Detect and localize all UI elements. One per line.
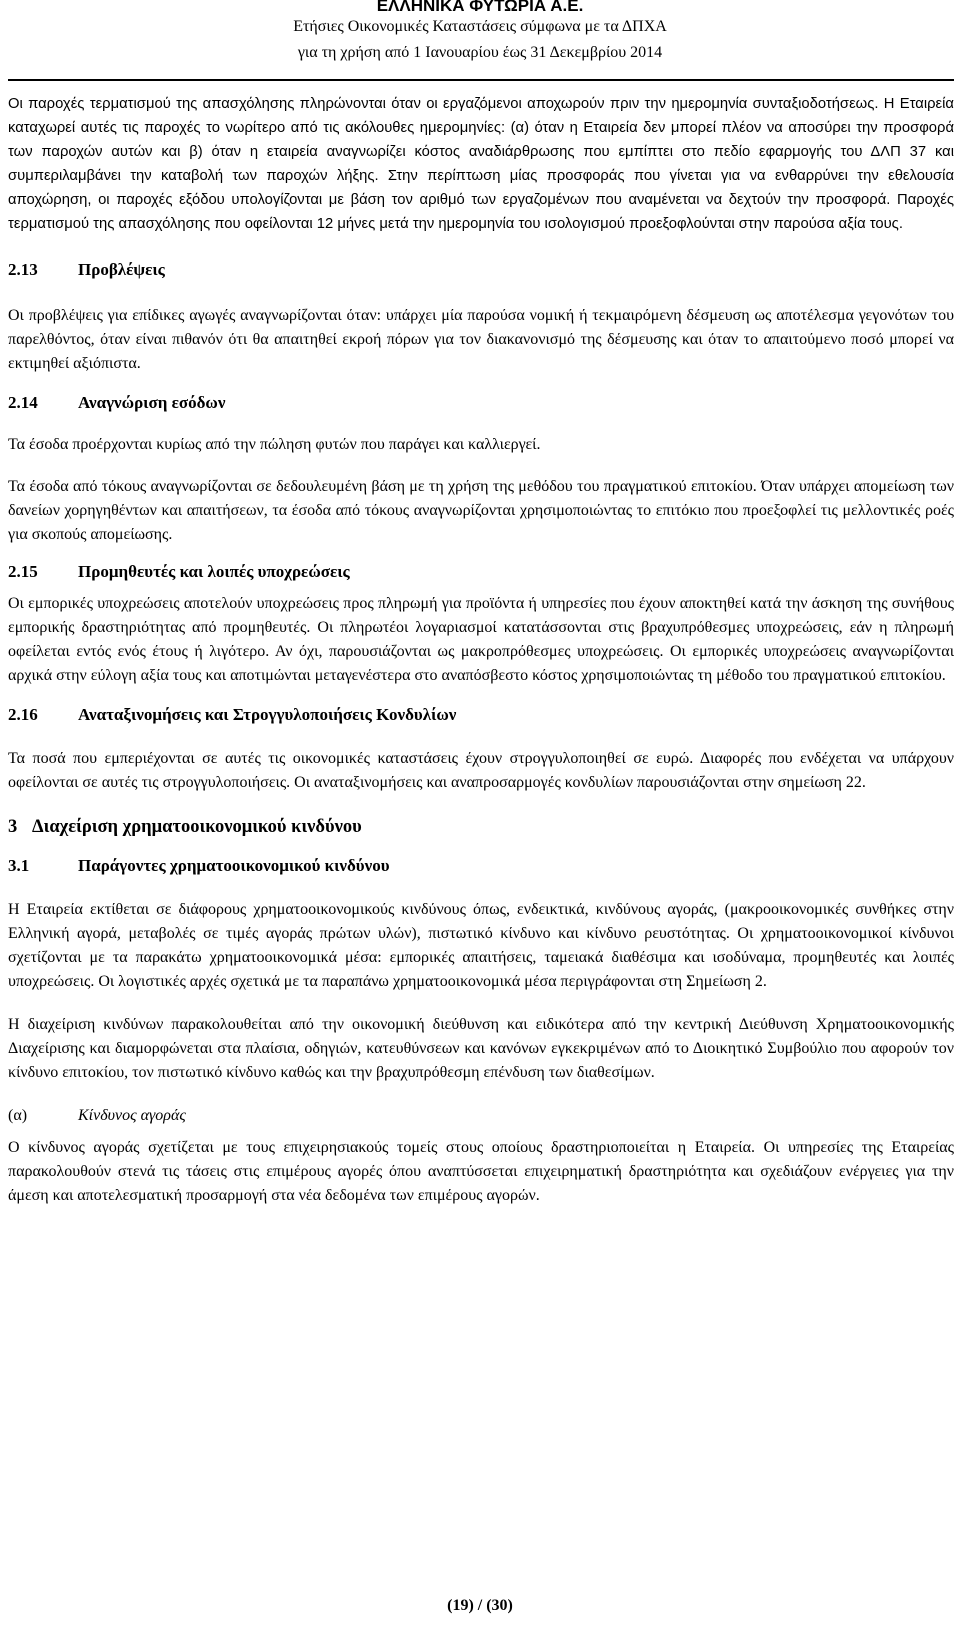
page-number: (19) / (30) [447,1597,513,1614]
section-heading-2-14 [8,391,954,415]
section-number: 2.14 [8,393,38,412]
paragraph-provisions: Οι προβλέψεις για επίδικες αγωγές αναγνωρίζονται όταν: υπάρχει μία παρούσα νομική ή τεκμαιρόμενη δέσμευση ως αποτέλεσμα γεγονότων του παρελθόντος, όταν είναι πιθανόν ότι θα απαιτηθεί εκροή πόρων για τον διακανονισμό της δέσμευσης και όταν το απαιτούμενο ποσό μπορεί να εκτιμηθεί αξιόπιστα. [8,307,954,372]
section-heading-3 [8,814,954,840]
section-number: 2.15 [8,562,38,581]
section-title: Διαχείριση χρηματοοικονομικού κινδύνου [32,817,362,837]
section-title: Αναταξινομήσεις και Στρογγυλοποιήσεις Κονδυλίων [78,705,457,724]
paragraph-interest-income: Τα έσοδα από τόκους αναγνωρίζονται σε δεδουλευμένη βάση με τη χρήση της μεθόδου του πραγματικού επιτοκίου. Όταν υπάρχει απομείωση των δανείων χορηγηθέντων και απαιτήσεων, τα έσοδα από τόκους αναγνωρίζονται χρησιμοποιώντας το επιτόκιο που προεξοφλεί τις μελλοντικές ροές για σκοπούς απομείωσης. [8,478,954,543]
section-title: Προμηθευτές και λοιπές υποχρεώσεις [78,562,350,581]
paragraph-rounding: Τα ποσά που εμπεριέχονται σε αυτές τις οικονομικές καταστάσεις έχουν στρογγυλοποιηθεί σε ευρώ. Διαφορές που ενδέχεται να υπάρχουν οφείλονται σε αυτές τις στρογγυλοποιήσεις. Οι αναταξινομήσεις και αναπροσαρμογές κονδυλίων παρουσιάζονται στην σημείωση 22. [8,750,954,791]
section-heading-3-1 [8,854,954,878]
subsection-title: Κίνδυνος αγοράς [78,1107,186,1124]
subsection-heading-market-risk [8,1104,954,1128]
section-heading-2-15 [8,560,954,584]
company-name: ΕΛΛΗΝΙΚΑ ΦΥΤΩΡΙΑ Α.Ε. [376,0,584,15]
header-divider [8,79,954,81]
subsection-number: (α) [8,1107,28,1124]
paragraph-revenue-sources: Τα έσοδα προέρχονται κυρίως από την πώληση φυτών που παράγει και καλλιεργεί. [8,436,541,453]
header-period: για τη χρήση από 1 Ιανουαρίου έως 31 Δεκεμβρίου 2014 [297,44,663,61]
paragraph-market-risk: Ο κίνδυνος αγοράς σχετίζεται με τους επιχειρησιακούς τομείς στους οποίους δραστηριοποιείται η Εταιρεία. Οι υπηρεσίες της Εταιρείας παρακολουθούν στενά τις τάσεις στις επιμέρους αγορές όπου αναπτύσσεται επιχειρηματική δραστηριότητα και σχεδιάζουν ενέργειες για την άμεση και αποτελεσματική προσαρμογή στα νέα δεδομένα των επιμέρους αγορών. [8,1139,954,1204]
section-title: Προβλέψεις [78,260,165,279]
section-title: Παράγοντες χρηματοοικονομικού κινδύνου [78,856,390,875]
section-number: 3 [8,817,18,837]
section-number: 3.1 [8,856,30,875]
section-title: Αναγνώριση εσόδων [78,393,226,412]
document-body [8,92,954,1208]
section-heading-2-13 [8,258,954,282]
paragraph-financial-risks: Η Εταιρεία εκτίθεται σε διάφορους χρηματοοικονομικούς κινδύνους όπως, ενδεικτικά, κινδύνους αγοράς, (μακροοικονομικές συνθήκες στην Ελληνική αγορά, μεταβολές σε τιμές αγοράς πρώτων υλών), πιστωτικό κίνδυνο και κίνδυνο ρευστότητας. Οι χρηματοοικονομικοί κίνδυνοι σχετίζονται με τα παρακάτω χρηματοοικονομικά μέσα: εμπορικές απαιτήσεις, ταμειακά διαθέσιμα και ισοδύναμα, προμηθευτές και λοιπές υποχρεώσεις. Οι λογιστικές αρχές σχετικά με τα παραπάνω χρηματοοικονομικά μέσα περιγράφονται στη Σημείωση 2. [8,901,954,990]
header-subtitle: Ετήσιες Οικονομικές Καταστάσεις σύμφωνα με τα ΔΠΧΑ [293,18,667,35]
paragraph-risk-management: Η διαχείριση κινδύνων παρακολουθείται από την οικονομική διεύθυνση και ειδικότερα από την κεντρική Διεύθυνση Χρηματοοικονομικής Διαχείρισης και διαμορφώνεται στα πλαίσια, οδηγιών, κατευθύνσεων και κανόνων εγκεκριμένων από το Διοικητικό Συμβούλιο που αφορούν τον κίνδυνο επιτοκίου, τον πιστωτικό κίνδυνο καθώς και την βραχυπρόθεσμη επένδυση των διαθεσίμων. [8,1016,954,1081]
paragraph-termination-benefits: Οι παροχές τερματισμού της απασχόλησης πληρώνονται όταν οι εργαζόμενοι αποχωρούν πριν την ημερομηνία συνταξιοδοτήσεως. Η Εταιρεία καταχωρεί αυτές τις παροχές το νωρίτερο από τις ακόλουθες ημερομηνίες: (α) όταν η Εταιρεία δεν μπορεί πλέον να αποσύρει την προσφορά των παροχών αυτών και β) όταν η εταιρεία αναγνωρίζει κόστος αναδιάρθρωσης που εμπίπτει στο πεδίο εφαρμογής του ΔΛΠ 37 και συμπεριλαμβάνει την καταβολή των παροχών λήξης. Στην περίπτωση μίας προσφοράς που γίνεται για να ενθαρρύνει την εθελουσία αποχώρηση, οι παροχές εξόδου υπολογίζονται με βάση τον αριθμό των εργαζομένων που αναμένεται να δεχτούν την προσφορά. Παροχές τερματισμού της απασχόλησης που οφείλονται 12 μήνες μετά την ημερομηνία του ισολογισμού προεξοφλούνται στην παρούσα αξία τους. [8,96,954,232]
section-number: 2.13 [8,260,38,279]
section-heading-2-16 [8,703,954,727]
section-number: 2.16 [8,705,38,724]
paragraph-payables: Οι εμπορικές υποχρεώσεις αποτελούν υποχρεώσεις προς πληρωμή για προϊόντα ή υπηρεσίες που έχουν αποκτηθεί κατά την άσκηση της συνήθους εμπορικής δραστηριότητας από προμηθευτές. Οι πληρωτέοι λογαριασμοί κατατάσσονται στις βραχυπρόθεσμες υποχρεώσεις, εάν η πληρωμή οφείλεται εντός ενός έτους ή λιγότερο. Αν όχι, παρουσιάζονται ως μακροπρόθεσμες υποχρεώσεις. Οι εμπορικές υποχρεώσεις αναγνωρίζονται αρχικά στην εύλογη αξία τους και αποτιμώνται μεταγενέστερα στο αναπόσβεστο κόστος χρησιμοποιώντας τη μέθοδο του πραγματικού επιτοκίου. [8,595,954,684]
